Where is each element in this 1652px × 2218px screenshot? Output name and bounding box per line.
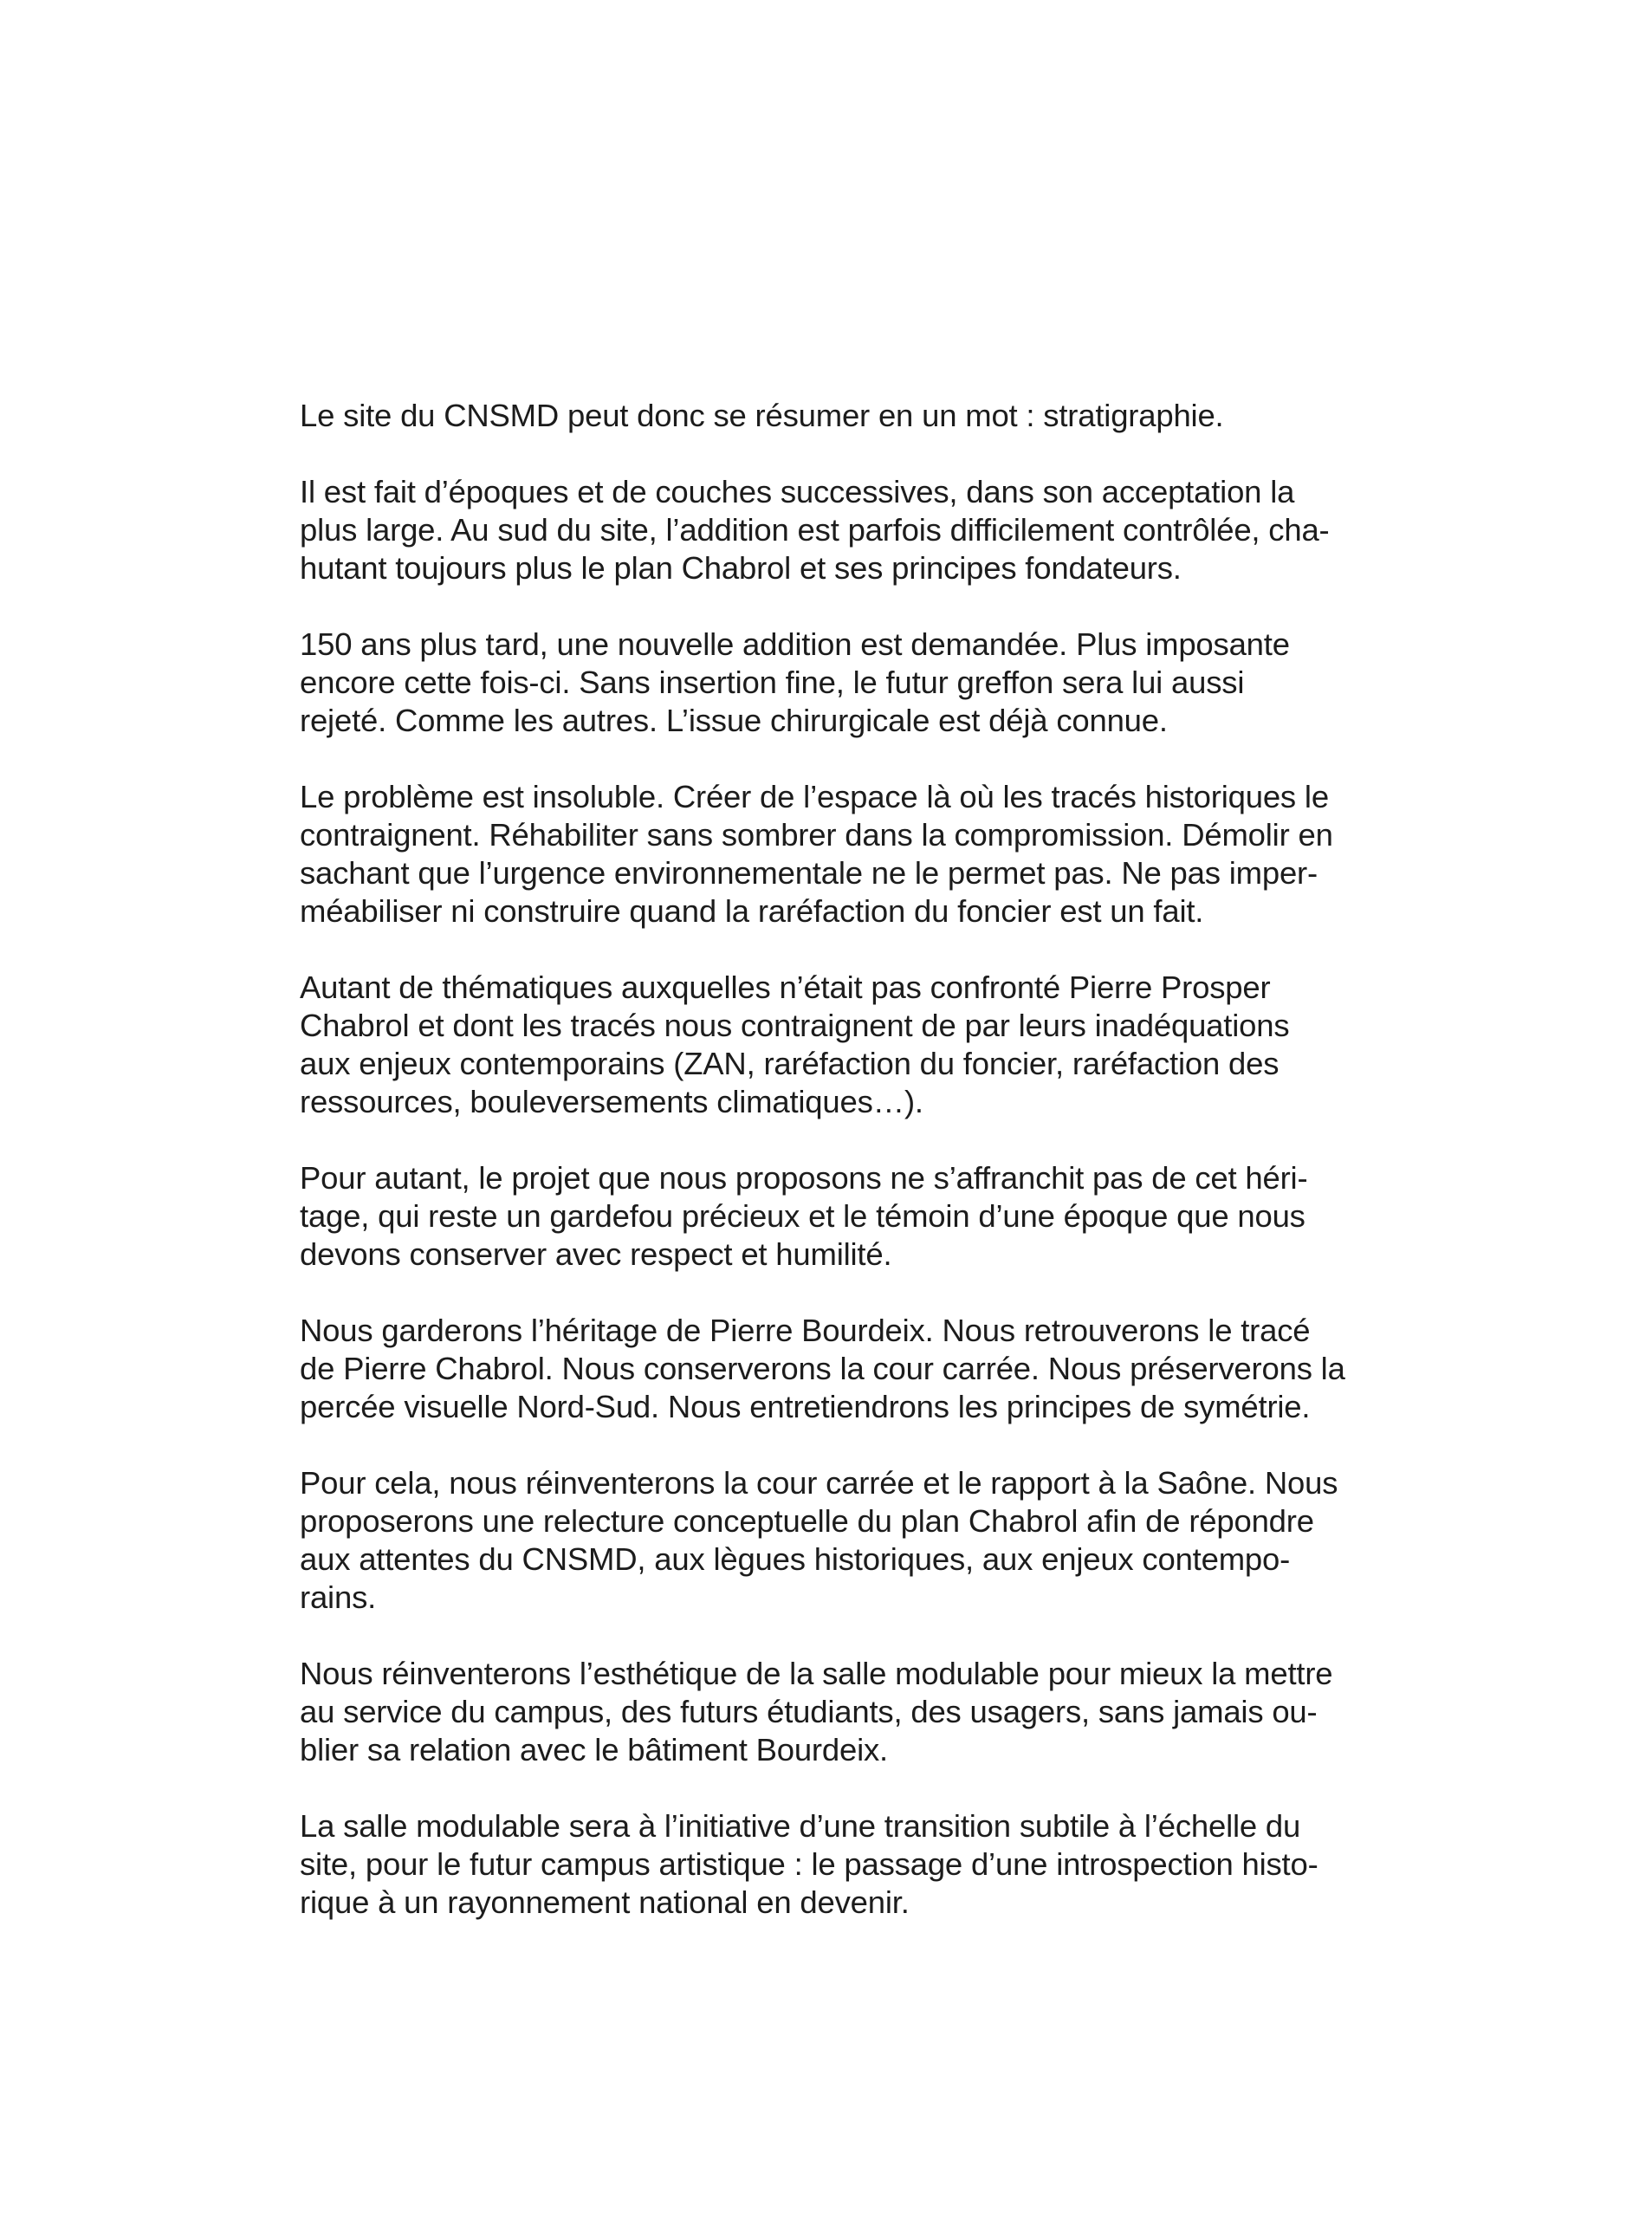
text-line: Le problème est insoluble. Créer de l’espace là où les tracés historiques le bbox=[300, 779, 1329, 814]
text-line: de Pierre Chabrol. Nous conserverons la cour carrée. Nous préserverons la bbox=[300, 1351, 1345, 1386]
text-line: encore cette fois-ci. Sans insertion fine, le futur greffon sera lui aussi bbox=[300, 665, 1245, 700]
text-line: Autant de thématiques auxquelles n’était pas confronté Pierre Prosper bbox=[300, 970, 1271, 1005]
text-line: devons conserver avec respect et humilité. bbox=[300, 1236, 892, 1272]
text-line: aux attentes du CNSMD, aux lègues historiques, aux enjeux contempo- bbox=[300, 1541, 1291, 1577]
text-line: Nous réinventerons l’esthétique de la salle modulable pour mieux la mettre bbox=[300, 1656, 1333, 1691]
text-line: aux enjeux contemporains (ZAN, raréfaction du foncier, raréfaction des bbox=[300, 1046, 1279, 1081]
text-line: Le site du CNSMD peut donc se résumer en un mot : stratigraphie. bbox=[300, 398, 1224, 433]
text-line: La salle modulable sera à l’initiative d’une transition subtile à l’échelle du bbox=[300, 1808, 1301, 1844]
text-line: rains. bbox=[300, 1579, 377, 1615]
paragraph-2 bbox=[300, 473, 1443, 587]
text-line: ressources, bouleversements climatiques…). bbox=[300, 1084, 923, 1119]
paragraph-7 bbox=[300, 1312, 1443, 1426]
text-line: percée visuelle Nord-Sud. Nous entretiendrons les principes de symétrie. bbox=[300, 1389, 1311, 1424]
text-line: proposerons une relecture conceptuelle du plan Chabrol afin de répondre bbox=[300, 1503, 1314, 1539]
text-line: Pour cela, nous réinventerons la cour carrée et le rapport à la Saône. Nous bbox=[300, 1465, 1338, 1501]
text-line: plus large. Au sud du site, l’addition est parfois difficilement contrôlée, cha- bbox=[300, 512, 1330, 548]
paragraph-9 bbox=[300, 1655, 1443, 1769]
text-line: méabiliser ni construire quand la raréfaction du foncier est un fait. bbox=[300, 893, 1204, 929]
body-text bbox=[300, 397, 1443, 1960]
text-line: rique à un rayonnement national en devenir. bbox=[300, 1884, 910, 1920]
text-line: Il est fait d’époques et de couches successives, dans son acceptation la bbox=[300, 474, 1295, 509]
paragraph-1 bbox=[300, 397, 1443, 435]
paragraph-5 bbox=[300, 969, 1443, 1121]
text-line: blier sa relation avec le bâtiment Bourdeix. bbox=[300, 1732, 888, 1767]
paragraph-3 bbox=[300, 626, 1443, 740]
text-line: 150 ans plus tard, une nouvelle addition est demandée. Plus imposante bbox=[300, 626, 1290, 662]
paragraph-4 bbox=[300, 778, 1443, 931]
paragraph-10 bbox=[300, 1807, 1443, 1922]
text-line: rejeté. Comme les autres. L’issue chirurgicale est déjà connue. bbox=[300, 703, 1168, 738]
text-line: Nous garderons l’héritage de Pierre Bourdeix. Nous retrouverons le tracé bbox=[300, 1313, 1311, 1348]
text-line: tage, qui reste un gardefou précieux et le témoin d’une époque que nous bbox=[300, 1198, 1305, 1234]
text-line: hutant toujours plus le plan Chabrol et ses principes fondateurs. bbox=[300, 550, 1182, 586]
text-line: Chabrol et dont les tracés nous contraignent de par leurs inadéquations bbox=[300, 1008, 1290, 1043]
text-line: Pour autant, le projet que nous proposons ne s’affranchit pas de cet héri- bbox=[300, 1160, 1308, 1196]
text-line: au service du campus, des futurs étudiants, des usagers, sans jamais ou- bbox=[300, 1694, 1318, 1729]
text-line: sachant que l’urgence environnementale ne le permet pas. Ne pas imper- bbox=[300, 855, 1318, 891]
text-line: site, pour le futur campus artistique : le passage d’une introspection histo- bbox=[300, 1846, 1318, 1882]
paragraph-6 bbox=[300, 1159, 1443, 1274]
text-line: contraignent. Réhabiliter sans sombrer dans la compromission. Démolir en bbox=[300, 817, 1333, 853]
paragraph-8 bbox=[300, 1464, 1443, 1617]
